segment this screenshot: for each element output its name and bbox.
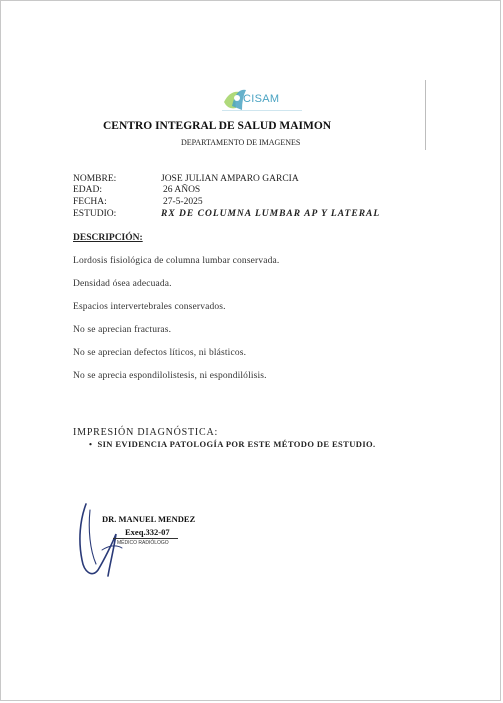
impression-title: IMPRESIÓN DIAGNÓSTICA: xyxy=(73,427,219,438)
finding-item: Lordosis fisiológica de columna lumbar conservada. xyxy=(73,256,280,266)
impression-item xyxy=(89,439,376,449)
age-label: EDAD: xyxy=(73,185,103,195)
finding-item: No se aprecian fracturas. xyxy=(73,325,172,335)
doctor-title: MÉDICO RADIÓLOGO xyxy=(117,540,169,546)
impression-text: SIN EVIDENCIA PATOLOGÍA POR ESTE MÉTODO DE ESTUDIO. xyxy=(97,439,376,449)
doctor-name: DR. MANUEL MENDEZ xyxy=(102,514,196,524)
finding-item: Densidad ósea adecuada. xyxy=(73,279,172,289)
department-name: DEPARTAMENTO DE IMAGENES xyxy=(181,138,301,147)
finding-item: No se aprecia espondilolistesis, ni espondilólisis. xyxy=(73,371,267,381)
date-label: FECHA: xyxy=(73,197,107,207)
finding-item: No se aprecian defectos líticos, ni blásticos. xyxy=(73,348,247,358)
finding-item: Espacios intervertebrales conservados. xyxy=(73,302,226,312)
margin-guide-line xyxy=(425,80,426,150)
study-label: ESTUDIO: xyxy=(73,209,117,219)
study-value: RX DE COLUMNA LUMBAR AP Y LATERAL xyxy=(161,209,381,219)
name-value: JOSE JULIAN AMPARO GARCIA xyxy=(161,174,299,184)
name-label: NOMBRE: xyxy=(73,174,117,184)
signature-line xyxy=(113,538,178,539)
description-title: DESCRIPCIÓN: xyxy=(73,233,143,243)
age-value: 26 AÑOS xyxy=(163,185,201,195)
date-value: 27-5-2025 xyxy=(163,197,203,207)
doctor-registration: Exeq.332-07 xyxy=(125,527,170,537)
organization-name: CENTRO INTEGRAL DE SALUD MAIMON xyxy=(103,120,332,132)
bullet-icon: • xyxy=(89,439,98,449)
logo-text: CISAM xyxy=(243,93,280,105)
